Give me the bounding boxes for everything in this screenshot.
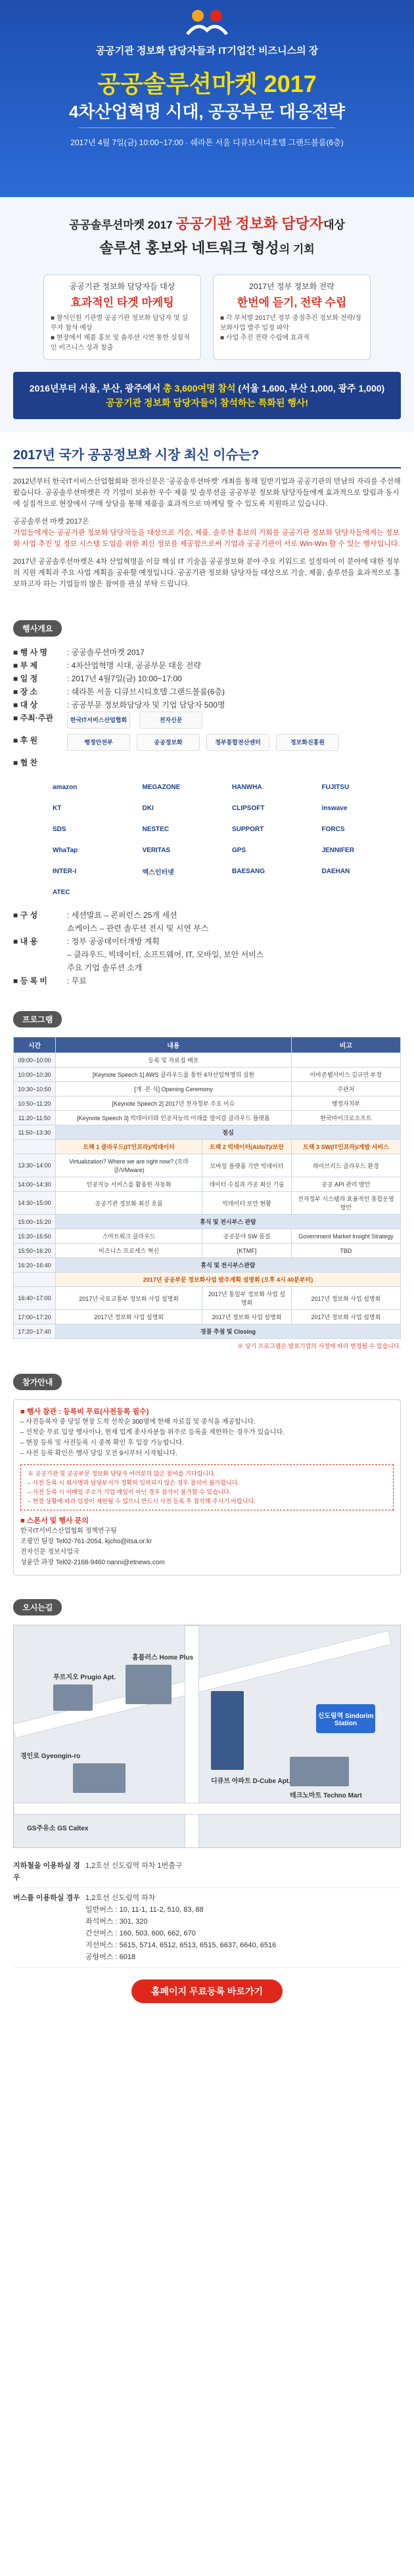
track-row (14, 1140, 401, 1154)
info-row (13, 646, 401, 659)
contact-line: 전자신문 정보사업국 (20, 1548, 80, 1556)
session-cell: 2017년 통일부 정보화 사업 설명회 (202, 1287, 292, 1310)
map-label: 디큐브 아파트 D-Cube Apt. (211, 1778, 290, 1785)
table-row (14, 1111, 401, 1125)
transport-row (13, 1888, 401, 1968)
why-p2-lead: 공공솔루션 마켓 2017은 (13, 518, 89, 526)
hero-subtitle: 공공기관 정보화 담당자들과 IT기업간 비즈니스의 장 (95, 45, 319, 56)
card-body: ■ 참석인원 기관별 공공기관 정보화 담당자 및 실무자 참석 예상 ■ 현장에서 제품 홍보 및 솔루션 시연 통한 실질적인 비즈니스 성과 창출 (51, 315, 190, 351)
info-key: ■ 주최·주관 (13, 713, 53, 723)
sponsor-logo: DAEHAN (321, 867, 350, 875)
remark-cell: 한국마이크로소프트 (291, 1111, 400, 1125)
info-key: ■ 대 상 (13, 700, 38, 710)
session-cell: Government Market Insight Strategy (291, 1229, 400, 1244)
backer-logo: 행정안전부 (67, 734, 130, 751)
map-road (14, 1803, 401, 1815)
time-cell: 11:50~13:30 (14, 1125, 56, 1140)
content-cell: [개 ·본 식] Opening Ceremony (56, 1082, 292, 1096)
intro-post: 대상 (323, 219, 345, 231)
sponsor-logo: amazon (53, 783, 78, 791)
info-key: ■ 후 원 (13, 736, 38, 745)
why-paragraph-2 (13, 516, 401, 550)
sponsor-logo: MEGAZONE (142, 783, 181, 791)
info-row (13, 756, 401, 769)
table-row (14, 1229, 401, 1244)
time-cell: 10:50~11:20 (14, 1096, 56, 1111)
highlight-line-1 (20, 381, 394, 395)
sponsor-logo: NESTEC (142, 825, 170, 833)
table-header-row (14, 1037, 401, 1053)
table-row (14, 1096, 401, 1111)
sponsor-logo: DKI (142, 804, 154, 812)
info-value: : 4차산업혁명 시대, 공공부문 대응 전략 (67, 661, 201, 670)
sponsor-logo: INTER-I (53, 867, 77, 875)
info-row (13, 909, 401, 935)
warning-line: – 사전 등록 시 이메일 주소가 기업 메일이 아닌 경우 참석이 불가할 수 있습니다. (28, 1489, 231, 1495)
register-line: – 사전등록자 중 당일 현장 도착 선착순 300명에 한해 자료집 및 중식을 제공합니다. (20, 1418, 256, 1426)
card-body: ■ 각 부처별 2017년 정부 중점추진 정보화 전략/정보화사업 발주 일정 파악 ■ 사업 추진 전략 수립에 효과적 (220, 315, 361, 342)
table-row (14, 1177, 401, 1192)
overview-tag: 행사개요 (13, 620, 62, 637)
transport-key: 버스를 이용하실 경우 (13, 1894, 80, 1902)
col-header: 시간 (14, 1037, 56, 1053)
sponsor-logo: SDS (53, 825, 66, 833)
info-row (13, 698, 401, 712)
backer-logo: 공공정보화 (137, 734, 200, 751)
backer-logo: 정보화진흥원 (276, 734, 339, 751)
session-cell: 데이터 수집과 가공 최신 기술 (202, 1177, 292, 1192)
transport-info (13, 1856, 401, 1968)
why-paragraph-1: 2012년부터 한국IT서비스산업협회와 전자신문은 '공공솔루션마켓' 개최를 통해 일반기업과 공공기관의 만남의 자리를 주선해 왔습니다. 공공솔루션마켓은 각 기업이 보유한 우수 제품 및 솔루션을 공공부문 정보화 담당자들에게 효과적으로 알림과 동시에 실질적으로 현장에서 구매 상담을 통해 제품을 효과적으로 마케팅 할 수 있도록 지원하고 있습니다. (13, 478, 401, 508)
session-cell: 하이브리드 클라우드 환경 (291, 1154, 400, 1177)
break-cell: 휴식 및 전시부스관람 (56, 1258, 401, 1273)
overview-section (0, 608, 414, 999)
warning-line: – 현장 상황에 따라 입장이 제한될 수 있으니 반드시 사전 등록 후 참석해 주시기 바랍니다. (28, 1498, 256, 1504)
card-top: 공공기관 정보화 담당자들 대상 (69, 282, 175, 291)
info-value: : 2017년 4월7일(금) 10:00~17:00 (67, 674, 182, 683)
table-row (14, 1053, 401, 1068)
info-row (13, 685, 401, 698)
sponsor-logo: WhaTap (53, 846, 78, 854)
sponsor-logo: FORCS (321, 825, 345, 833)
info-value: : 무료 (67, 976, 87, 985)
building-block (290, 1757, 349, 1786)
info-row (13, 712, 401, 729)
table-row (14, 1125, 401, 1140)
warning-line: – 사전 등록 시 회사명과 담당부서가 정확히 입력되지 않은 경우 참석이 불가합니다. (28, 1480, 239, 1486)
card-top: 2017년 정부 정보화 전략 (249, 282, 334, 291)
band-row (14, 1273, 401, 1287)
remark-cell: 주관처 (291, 1082, 400, 1096)
time-cell: 13:30~14:00 (14, 1154, 56, 1177)
after-band: 2017년 공공부문 정보화사업 발주계획 설명회 (오후 4시 40분부터) (56, 1273, 401, 1287)
info-key: ■ 등 록 비 (13, 976, 48, 985)
intro-line2a: 솔루션 홍보와 네트워크 형성 (99, 240, 279, 256)
session-cell: 공공기관 정보화 최신 흐름 (56, 1192, 202, 1215)
info-value: : 세션발표 – 콘퍼런스 25개 세션 쇼케이스 – 관련 솔루션 전시 및 시연 부스 (67, 911, 209, 933)
sponsor-logo: SUPPORT (232, 825, 264, 833)
contact-line: 성윤만 과장 Tel02-2168-9460 nanni@etnews.com (20, 1559, 165, 1566)
session-cell: 2017년 정보화 사업 설명회 (56, 1310, 202, 1324)
session-cell: [KTMF] (202, 1244, 292, 1258)
session-cell: 비즈니스 프로세스 혁신 (56, 1244, 202, 1258)
col-header: 내용 (56, 1037, 292, 1053)
time-cell: 15:20~15:50 (14, 1229, 56, 1244)
intro-line-2 (13, 237, 401, 258)
contact-heading: ■ 스폰서 및 행사 문의 (20, 1517, 89, 1525)
register-line: – 선착순 무료 입장 행사이나, 현재 업계 종사자분들 위주로 등록을 제한하는 경우가 있습니다. (20, 1429, 285, 1436)
track-header: 트랙 1 클라우드(IT인프라)/빅데이터 (56, 1140, 202, 1154)
sponsor-logo: ATEC (53, 888, 70, 896)
host-logo: 전자신문 (139, 712, 202, 729)
content-cell: [Keynote Speech 2] 2017년 전자정부 주요 이슈 (56, 1096, 292, 1111)
directions-section (0, 1587, 414, 2015)
info-row (13, 672, 401, 685)
sponsor-logo: FUJITSU (321, 783, 350, 791)
table-row (14, 1324, 401, 1339)
table-row (14, 1258, 401, 1273)
time-cell: 11:20~11:50 (14, 1111, 56, 1125)
register-box (13, 1399, 401, 1575)
time-cell: 10:30~10:50 (14, 1082, 56, 1096)
station-marker: 신도림역 Sindorim Station (316, 1704, 375, 1733)
info-value: : 정부 공공데이터개방 계획 – 클라우드, 빅데이터, 소프트웨어, IT, 모바일, 보안 서비스 주요 기업 솔루션 소개 (67, 937, 264, 972)
info-row (13, 734, 401, 751)
benefit-cards (13, 275, 401, 360)
hl-1a: 2016년부터 서울, 부산, 광주에서 (29, 383, 164, 394)
time-cell: 16:20~16:40 (14, 1258, 56, 1273)
info-key: ■ 행 사 명 (13, 648, 48, 657)
time-cell: 17:20~17:40 (14, 1324, 56, 1339)
hl-1c: (서울 1,600, 부산 1,000, 광주 1,000) (235, 383, 385, 394)
session-cell: 공공분야 SW 품질 (202, 1229, 292, 1244)
hero-tagline: 4차산업혁명 시대, 공공부문 대응전략 (68, 102, 346, 122)
info-value: : 쉐라톤 서울 디큐브시티호텔 그랜드볼룸(6층) (67, 687, 225, 696)
warning-list (20, 1464, 394, 1510)
directions-tag: 오시는길 (13, 1599, 62, 1616)
sponsor-logo: CLIPSOFT (232, 804, 265, 812)
sponsor-logo: KT (53, 804, 62, 812)
register-heading: ■ 행사 참관 : 등록비 무료(사전등록 필수) (20, 1408, 149, 1416)
why-p2-emphasis: 기업들에게는 공공기관 정보화 담당자들을 대상으로 기술, 제품, 솔루션 홍보의 기회를 공공기관 정보화 담당자들에게는 정보화 사업 추진 및 정보 시스템 도입을 위한 최신 정보를 제공함으로써 기업과 공공기관이 서로 Win-Win 할 수 있는 행사입니다. (13, 529, 400, 548)
benefit-card (43, 275, 201, 360)
col-header: 비고 (291, 1037, 400, 1053)
time-cell: 17:00~17:20 (14, 1310, 56, 1324)
time-cell: 16:40~17:00 (14, 1287, 56, 1310)
session-cell: Virtualization? Where we are right now? (오라클/VMware) (56, 1154, 202, 1177)
remark-cell: 아마존웹서비스 김규민 부장 (291, 1068, 400, 1082)
hero-date: 2017년 4월 7일(금) 10:00~17:00 · 쉐라톤 서울 디큐브시티호텔 그랜드볼룸(6층) (70, 138, 344, 147)
highlight-box (13, 372, 401, 419)
backer-logo: 정부통합전산센터 (206, 734, 269, 751)
intro-line-1 (13, 213, 401, 233)
info-key: ■ 장 소 (13, 687, 38, 696)
host-logo: 한국IT서비스산업협회 (67, 712, 130, 729)
program-note: ※ 상기 프로그램은 발표기업의 사정에 따라 변경될 수 있습니다. (237, 1343, 401, 1349)
content-cell: [Keynote Speech 1] AWS 클라우드를 통한 4차산업혁명의 실현 (56, 1068, 292, 1082)
map-label: 홈플러스 Home Plus (132, 1654, 194, 1661)
info-key: ■ 부 제 (13, 661, 38, 670)
card-head: 한번에 듣기, 전략 수립 (237, 296, 347, 309)
session-cell: 2017년 정보화 사업 설명회 (291, 1287, 400, 1310)
info-key: ■ 내 용 (13, 937, 38, 946)
transport-value: 1,2호선 신도림역 하차 일반버스 : 10, 11-1, 11-2, 510, 83, 88 좌석버스 : 301, 320 간선버스 : 160, 503, 600, 662, 670 지선버스 : 5615, 5714, 6512, 6513, 6515, 6637, 6640, 6516 공항버스 : 6018 (85, 1894, 277, 1961)
sponsor-logo: inswave (321, 804, 348, 812)
session-cell: 2017년 정보화 사업 설명회 (291, 1310, 400, 1324)
highlight-line-2: 공공기관 정보화 담당자들이 참석하는 특화된 행사! (105, 397, 309, 408)
why-paragraph-3: 2017년 공공솔루션마켓은 4차 산업혁명을 이끌 핵심 IT 기술을 공공정보화 분야 주요 키워드로 설정하여 이 분야에 대한 정부의 지원 계획과 주요 사업 계획을 공유할 예정입니다. 공공기관 정보화 담당자들 대상으로 기술, 제품, 솔루션을 효과적으로 홍보하고자 하는 기업들의 많은 참여를 관심 부탁 드립니다. (13, 558, 401, 588)
sponsor-logo: 엑스인터넷 (142, 869, 174, 876)
building-block (53, 1684, 93, 1711)
info-key: ■ 일 정 (13, 674, 38, 683)
info-key: ■ 구 성 (13, 911, 38, 920)
track-header: 트랙 2 빅데이터(AI/IoT)/보안 (202, 1140, 292, 1154)
hero-divider (79, 127, 335, 128)
map-label: 푸르지오 Prugio Apt. (53, 1674, 116, 1681)
session-cell: 모바일 플랫폼 기반 빅데이터 (202, 1154, 292, 1177)
map-label: GS주유소 GS Caltex (27, 1825, 89, 1832)
info-row (13, 659, 401, 672)
map-label: 경인로 Gyeongin-ro (20, 1753, 81, 1760)
session-cell: 인공지능 서비스를 활용한 자동화 (56, 1177, 202, 1192)
register-line: – 사전 등록 확인은 행사 당일 오전 9시부터 시작됩니다. (20, 1450, 177, 1457)
intro-line2b: 의 기회 (279, 243, 315, 256)
benefit-card (213, 275, 371, 360)
sponsor-logo: VERITAS (142, 846, 171, 854)
table-row (14, 1154, 401, 1177)
table-row (14, 1192, 401, 1215)
transport-key: 지하철을 이용하실 경우 (13, 1862, 80, 1882)
register-cta-button[interactable]: 홈페이지 무료등록 바로가기 (131, 1979, 283, 2003)
time-cell: 14:30~15:00 (14, 1192, 56, 1215)
session-cell: 2017년 정보화 사업 설명회 (202, 1310, 292, 1324)
program-table (13, 1037, 401, 1339)
track-header: 트랙 3 SW(IT인프라)/개발 서비스 (291, 1140, 400, 1154)
sponsor-logo: HANWHA (232, 783, 262, 791)
info-value: : 공공솔루션마켓 2017 (67, 648, 145, 657)
session-cell: 공공 API 관리 방안 (291, 1177, 400, 1192)
time-cell: 10:00~10:30 (14, 1068, 56, 1082)
info-row (13, 974, 401, 987)
hl-1b: 총 3,600여명 참석 (163, 383, 236, 394)
hero-title: 공공솔루션마켓 2017 (97, 70, 317, 97)
why-title: 2017년 국가 공공정보화 시장 최신 이슈는? (13, 444, 401, 468)
remark-cell: 행정자치부 (291, 1096, 400, 1111)
building-block (211, 1691, 244, 1770)
sponsor-grid (53, 780, 401, 899)
backer-logos (67, 734, 401, 751)
table-row (14, 1287, 401, 1310)
info-row (13, 935, 401, 974)
register-tag: 참가안내 (13, 1374, 62, 1390)
session-cell: 스마트워크 클라우드 (56, 1229, 202, 1244)
card-head: 효과적인 타겟 마케팅 (70, 296, 174, 309)
info-value: : 공공부문 정보화담당자 및 기업 담당자 500명 (67, 700, 225, 710)
remark-cell (291, 1053, 400, 1068)
sponsor-logo: BAESANG (232, 867, 265, 875)
session-cell: 2017년 국토교통부 정보화 사업 설명회 (56, 1287, 202, 1310)
building-block (126, 1665, 172, 1704)
location-map[interactable] (13, 1625, 401, 1848)
session-cell: TBD (291, 1244, 400, 1258)
session-cell: 전자정부 시스템의 효율적인 통합운영 방안 (291, 1192, 400, 1215)
closing-cell: 경품 추첨 및 Closing (56, 1324, 401, 1339)
content-cell: 등록 및 자료집 배포 (56, 1053, 292, 1068)
hero-banner (0, 0, 414, 197)
contact-line: 한국IT서비스산업협회 정책연구팀 (20, 1527, 117, 1535)
transport-row (13, 1856, 401, 1888)
time-cell: 09:00~10:00 (14, 1053, 56, 1068)
register-line: – 현장 등록 및 사전등록 시 중복 확인 후 입장 가능합니다. (20, 1439, 184, 1447)
host-logos (67, 712, 401, 729)
time-cell: 15:00~15:20 (14, 1215, 56, 1229)
table-row (14, 1082, 401, 1096)
content-cell: 점심 (56, 1125, 401, 1140)
transport-value: 1,2호선 신도림역 하차 1번출구 (85, 1862, 183, 1870)
table-row (14, 1068, 401, 1082)
why-section (0, 432, 414, 608)
sponsor-logo: GPS (232, 846, 246, 854)
intro-highlight: 공공기관 정보화 담당자 (175, 215, 324, 232)
program-section (0, 999, 414, 1362)
session-cell: 빅데이터 보안 현황 (202, 1192, 292, 1215)
program-tag: 프로그램 (13, 1011, 62, 1028)
table-row (14, 1215, 401, 1229)
map-label: 테크노마트 Techno Mart (290, 1792, 362, 1799)
intro-pre: 공공솔루션마켓 2017 (69, 219, 173, 231)
sponsor-logo: JENNIFER (321, 846, 354, 854)
info-key: ■ 협 찬 (13, 758, 38, 767)
register-section (0, 1362, 414, 1587)
time-cell: 15:50~16:20 (14, 1244, 56, 1258)
intro-section (0, 197, 414, 432)
break-cell: 휴식 및 전시부스 관람 (56, 1215, 401, 1229)
warning-line: ※ 공공기관 및 공공부문 정보화 담당자 여러분의 많은 참여를 기다립니다. (28, 1470, 216, 1477)
contact-line: 조광민 팀장 Tel02-761-2054, kjcho@itsa.or.kr (20, 1538, 152, 1545)
time-cell: 14:00~14:30 (14, 1177, 56, 1192)
people-logo-icon (183, 8, 231, 37)
table-row (14, 1310, 401, 1324)
building-block (73, 1763, 126, 1793)
table-row (14, 1244, 401, 1258)
content-cell: [Keynote Speech 3] 빅데이터와 인공지능의 미래를 열어갈 클라우드 플랫폼 (56, 1111, 292, 1125)
